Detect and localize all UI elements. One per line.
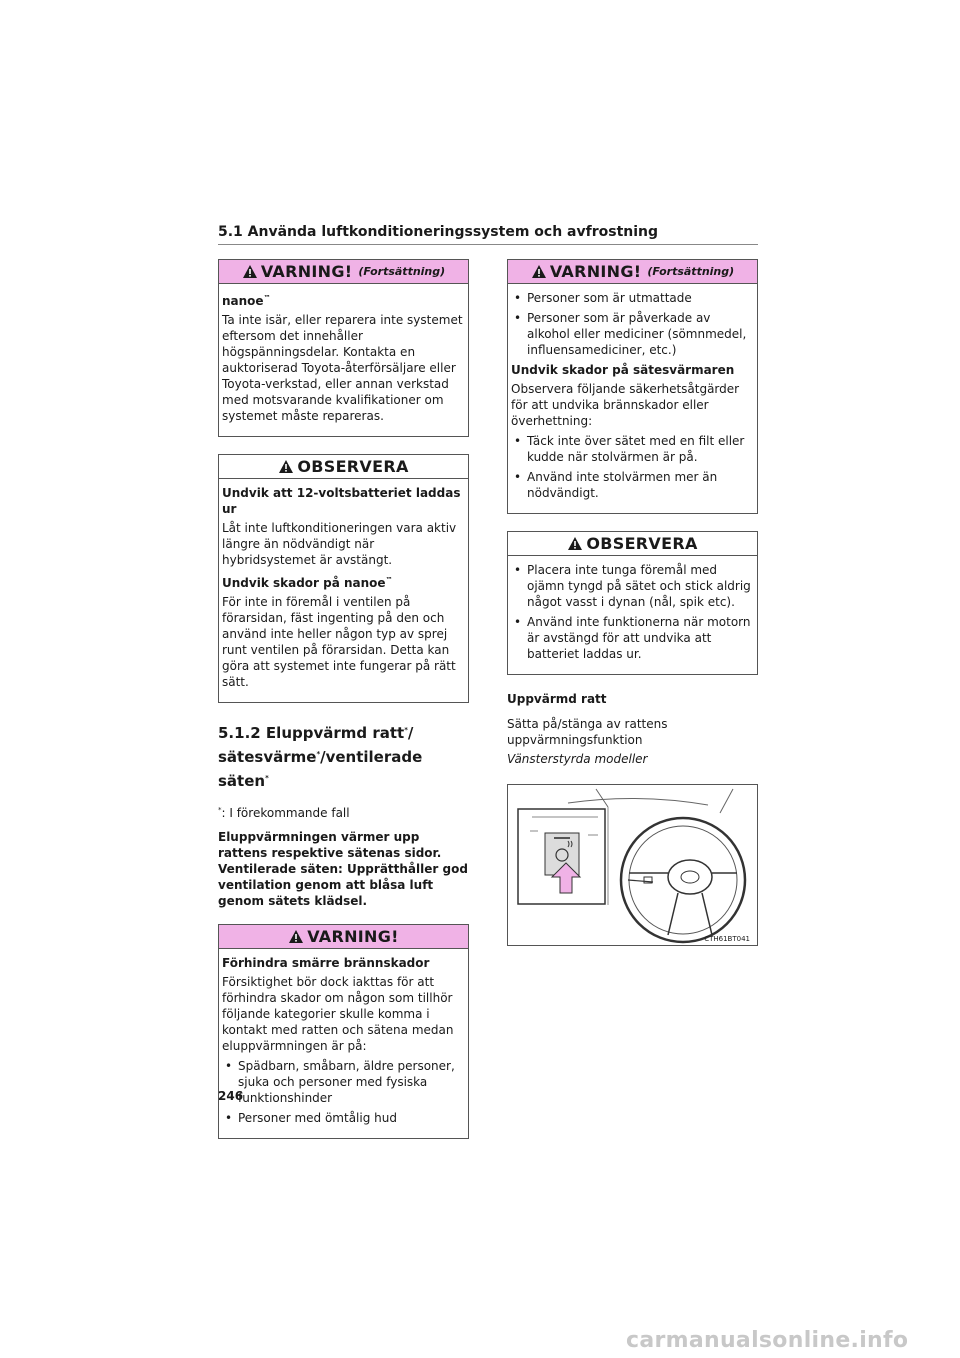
- watermark: carmanualsonline.info: [626, 1328, 909, 1353]
- warning-bullet: • Täck inte över sätet med en filt eller kudde när stolvärmen är på.: [511, 433, 754, 465]
- notice-box-seat: [507, 531, 758, 675]
- subsection-text: Sätta på/stänga av rattens uppvärmningsfunktion: [507, 717, 668, 747]
- warning-bullet: • Personer som är utmattade: [511, 290, 754, 306]
- notice-bullet: • Placera inte tunga föremål med ojämn tyngd på sätet och stick aldrig något vasst i dynan (nål, spik etc).: [511, 562, 754, 610]
- notice-title: OBSERVERA: [297, 457, 409, 476]
- warning-heading: Förhindra smärre brännskador: [222, 956, 430, 970]
- figure-code: CTH61BT041: [704, 935, 750, 943]
- steering-wheel-illustration: [508, 785, 757, 945]
- notice-header: [508, 532, 757, 556]
- warning-title: VARNING!: [260, 262, 353, 281]
- warning-heading: nanoe™: [222, 294, 271, 308]
- warning-title: VARNING!: [307, 927, 399, 946]
- warning-triangle-icon: [242, 264, 258, 279]
- notice-header: [219, 455, 468, 479]
- notice-heading-battery: Undvik att 12-voltsbatteriet laddas ur: [222, 486, 461, 516]
- steering-wheel-figure: [507, 784, 758, 946]
- warning-continued: (Fortsättning): [647, 265, 735, 278]
- warning-bullet: • Personer som är påverkade av alkohol eller mediciner (sömnmedel, influensamediciner, etc.): [511, 310, 754, 358]
- subsection-heading: Uppvärmd ratt: [507, 692, 607, 706]
- notice-text-battery: Låt inte luftkonditioneringen vara aktiv längre än nödvändigt när hybridsystemet är avstängt.: [222, 521, 457, 567]
- warning-header: [219, 260, 468, 284]
- warning-box-burns: [218, 924, 469, 1139]
- warning-box-nanoe: [218, 259, 469, 437]
- warning-header: [219, 925, 468, 949]
- model-note: Vänsterstyrda modeller: [507, 752, 648, 766]
- warning-heading: Undvik skador på sätesvärmaren: [511, 363, 735, 377]
- notice-triangle-icon: [567, 536, 583, 551]
- warning-triangle-icon: [288, 929, 304, 944]
- section-header: 5.1 Använda luftkonditioneringssystem och avfrostning: [218, 224, 758, 245]
- warning-header: [508, 260, 757, 284]
- warning-bullet: • Spädbarn, småbarn, äldre personer, sjuka och personer med fysiska funktionshinder: [222, 1058, 465, 1106]
- notice-triangle-icon: [278, 459, 294, 474]
- notice-text-nanoe: För inte in föremål i ventilen på förarsidan, fäst ingenting på den och använd inte heller någon typ av sprej runt ventilen på förarsidan. Detta kan göra att systemet inte fungerar på rätt sätt.: [222, 595, 456, 689]
- page-number: 246: [218, 1089, 244, 1103]
- notice-title: OBSERVERA: [586, 534, 698, 553]
- warning-text: Försiktighet bör dock iakttas för att förhindra skador om någon som tillhör följande kategorier skulle komma i kontakt med ratten och sätena medan eluppvärmningen är på:: [222, 975, 454, 1053]
- warning-text: Ta inte isär, eller reparera inte systemet eftersom det innehåller högspänningsdelar. Kontakta en auktoriserad Toyota-återförsäljare eller Toyota-verkstad, eller annan verkstad med motsvarande kvalifikationer om systemet måste repareras.: [222, 313, 463, 423]
- warning-box-continued: [507, 259, 758, 514]
- footnote: *: I förekommande fall: [218, 806, 350, 820]
- warning-triangle-icon: [531, 264, 547, 279]
- lead-paragraph: Eluppvärmningen värmer upp rattens respektive sätenas sidor. Ventilerade säten: Upprätthåller god ventilation genom att blåsa luft genom sätets klädsel.: [218, 830, 468, 908]
- section-title: 5.1.2 Eluppvärmd ratt*/ sätesvärme*/ventilerade säten*: [218, 724, 423, 790]
- notice-heading-nanoe: Undvik skador på nanoe™: [222, 576, 393, 590]
- warning-bullet: • Personer med ömtålig hud: [222, 1110, 465, 1126]
- left-column: [218, 259, 469, 1156]
- warning-bullet: • Använd inte stolvärmen mer än nödvändigt.: [511, 469, 754, 501]
- warning-title: VARNING!: [549, 262, 642, 281]
- warning-continued: (Fortsättning): [358, 265, 446, 278]
- notice-box-battery: [218, 454, 469, 703]
- warning-text: Observera följande säkerhetsåtgärder för att undvika brännskador eller överhettning:: [511, 382, 740, 428]
- notice-bullet: • Använd inte funktionerna när motorn är avstängd för att undvika att batteriet laddas ur.: [511, 614, 754, 662]
- right-column: [507, 259, 758, 946]
